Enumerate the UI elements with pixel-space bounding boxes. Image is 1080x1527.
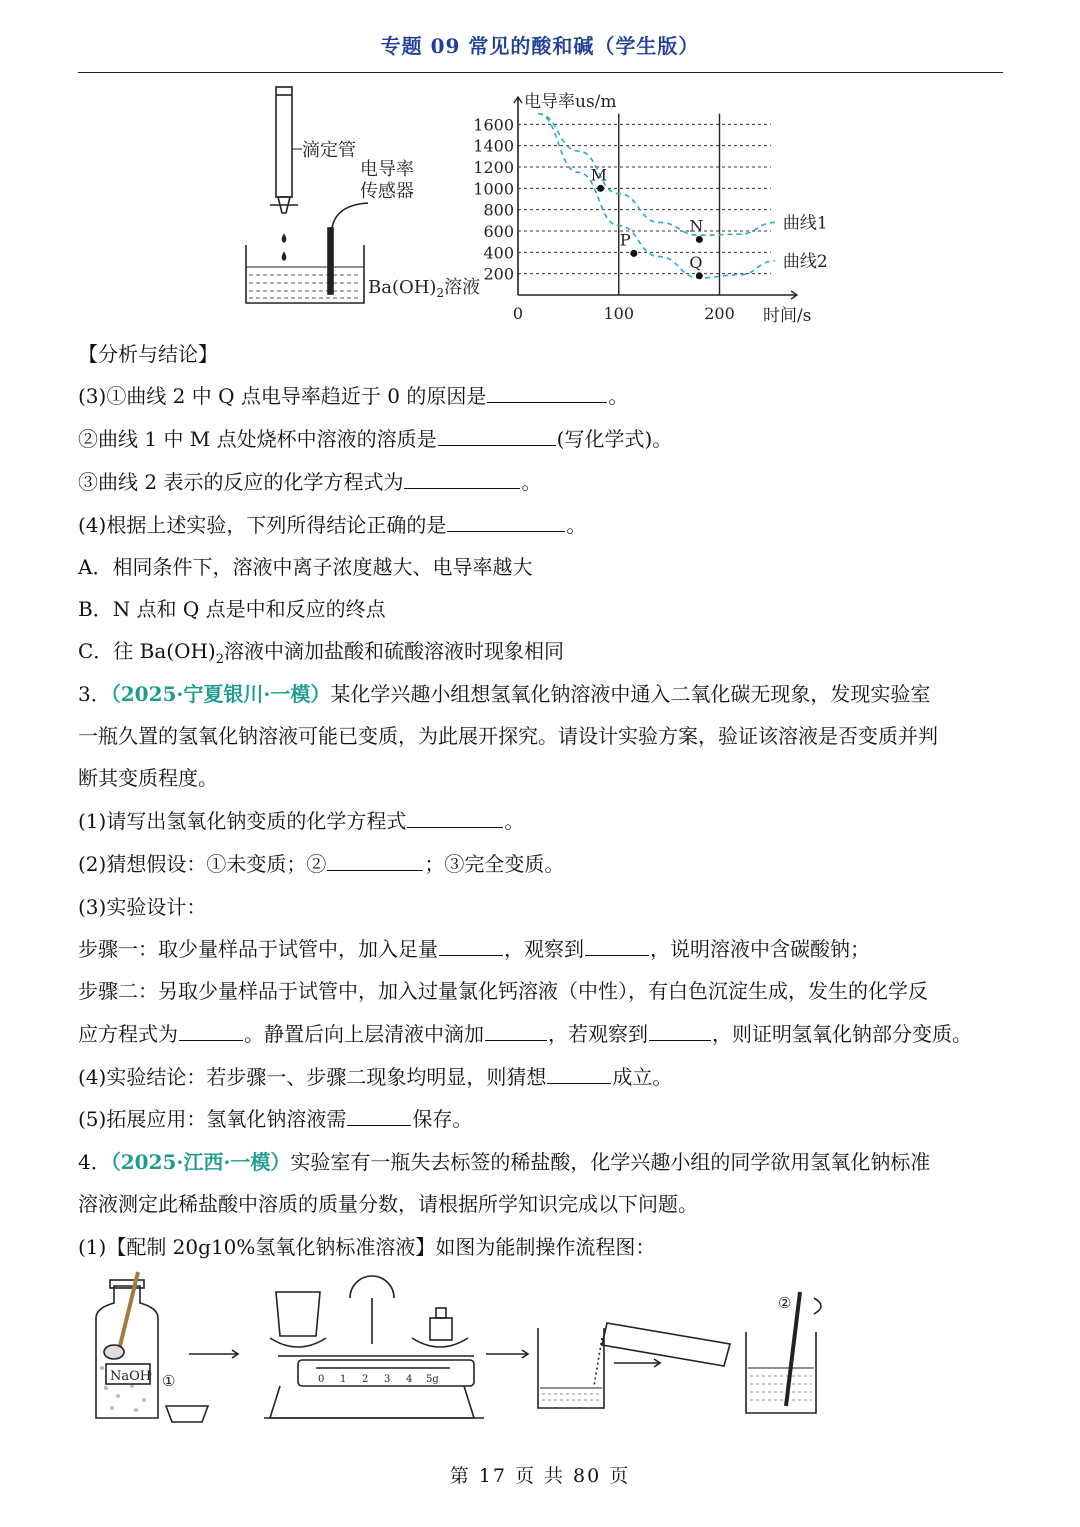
q3-2: ②曲线 1 中 M 点处烧杯中溶液的溶质是 (写化学式)。 — [78, 427, 673, 451]
answer-blank[interactable] — [404, 468, 520, 489]
experiment-figure — [240, 85, 840, 325]
point-M — [597, 185, 604, 192]
answer-blank[interactable] — [438, 425, 556, 446]
y-tick-label: 1200 — [473, 158, 514, 177]
answer-blank[interactable] — [649, 1020, 711, 1041]
answer-blank[interactable] — [487, 382, 607, 403]
option-c: C．往 $Ba(OH)_2$溶液中滴加盐酸和硫酸溶液时现象相同 — [78, 639, 565, 667]
q4-stem: (4)根据上述实验，下列所得结论正确的是 。 — [78, 513, 587, 537]
q3-1: (3)①曲线 2 中 Q 点电导率趋近于 0 的原因是 。 — [78, 384, 629, 408]
answer-blank[interactable] — [447, 511, 565, 532]
balance — [264, 1276, 484, 1418]
q3-part3: (3)实验设计： — [78, 895, 207, 919]
q3-part5: (5)拓展应用：氢氧化钠溶液需 保存。 — [78, 1107, 473, 1131]
point-label-Q: Q — [689, 252, 703, 272]
burette-label: 滴定管 — [302, 140, 356, 161]
solution-label: $Ba(OH)_2$溶液 — [368, 277, 481, 300]
section-analysis: 【分析与结论】 — [78, 342, 218, 366]
scale-tick: 5g — [426, 1374, 439, 1385]
scale-tick: 3 — [384, 1374, 391, 1385]
conductivity-chart — [473, 92, 827, 325]
y-tick-label: 1400 — [473, 136, 514, 156]
q3-step2: 步骤二：另取少量样品于试管中，加入过量氯化钙溶液（中性），有白色沉淀生成，发生的化学反 — [78, 979, 928, 1003]
burette-apparatus — [246, 87, 368, 303]
point-N — [696, 236, 703, 243]
step-1-label: ① — [162, 1372, 176, 1390]
q4-part1: (1)【配制 20g10%氢氧化钠标准溶液】如图为能制操作流程图： — [78, 1235, 656, 1259]
q3-part1: (1)请写出氢氧化钠变质的化学方程式 。 — [78, 809, 525, 833]
beaker-pour — [538, 1323, 730, 1408]
option-a: A．相同条件下，溶液中离子浓度越大、电导率越大 — [78, 555, 533, 579]
point-Q — [696, 272, 703, 279]
answer-blank[interactable] — [485, 1020, 547, 1041]
q3-3: ③曲线 2 表示的反应的化学方程式为 。 — [78, 470, 542, 494]
q3-step2-cont: 应方程式为 。静置后向上层清液中滴加 ，若观察到 ，则证明氢氧化钠部分变质。 — [78, 1022, 972, 1046]
answer-blank[interactable] — [347, 1105, 411, 1126]
series-label-2: 曲线2 — [782, 251, 828, 272]
y-tick-label: 1000 — [473, 179, 514, 199]
page-header: 专题 09 常见的酸和碱（学生版） — [380, 34, 700, 58]
answer-blank[interactable] — [547, 1063, 611, 1084]
scale-tick: 1 — [340, 1374, 347, 1385]
answer-blank[interactable] — [439, 935, 503, 956]
scale-tick: 0 — [318, 1374, 325, 1385]
y-tick-label: 200 — [483, 264, 514, 284]
q3-part2: (2)猜想假设：①未变质；② ；③完全变质。 — [78, 852, 565, 876]
series-label-1: 曲线1 — [782, 213, 828, 234]
question-3-stem: 3．（2025·宁夏银川·一模）某化学兴趣小组想氢氧化钠溶液中通入二氧化碳无现象，发现实验室 — [78, 682, 931, 706]
sensor-label-2: 传感器 — [360, 181, 414, 202]
y-tick-label: 1600 — [473, 115, 514, 135]
option-b: B．N 点和 Q 点是中和反应的终点 — [78, 597, 386, 621]
series-line-1 — [538, 114, 775, 236]
x-tick-label: 200 — [704, 304, 735, 323]
y-tick-label: 400 — [483, 243, 514, 263]
scale-tick: 4 — [406, 1374, 413, 1385]
y-tick-label: 600 — [483, 222, 514, 241]
x-axis-label: 时间/s — [763, 306, 812, 325]
q3-step1: 步骤一：取少量样品于试管中，加入足量 ，观察到 ，说明溶液中含碳酸钠； — [78, 937, 870, 961]
header-rule — [78, 72, 1003, 73]
scale-tick: 2 — [362, 1374, 369, 1385]
question-3-stem-2: 一瓶久置的氢氧化钠溶液可能已变质，为此展开探究。请设计实验方案，验证该溶液是否变质并判 — [78, 724, 938, 748]
preparation-flow-figure — [74, 1268, 854, 1433]
y-axis-label: 电导率us/m — [524, 92, 617, 112]
answer-blank[interactable] — [585, 935, 649, 956]
x-tick-label: 0 — [512, 304, 524, 323]
question-4-stem: 4．（2025·江西·一模）实验室有一瓶失去标签的稀盐酸，化学兴趣小组的同学欲用氢氧化钠标准 — [78, 1150, 931, 1174]
question-4-stem-2: 溶液测定此稀盐酸中溶质的质量分数，请根据所学知识完成以下问题。 — [78, 1192, 698, 1216]
answer-blank[interactable] — [407, 807, 503, 828]
page-footer: 第 17 页 共 80 页 — [449, 1465, 631, 1487]
y-tick-label: 800 — [483, 200, 514, 220]
answer-blank[interactable] — [327, 850, 423, 871]
x-tick-label: 100 — [603, 304, 635, 323]
series-line-2 — [538, 114, 775, 278]
point-P — [630, 250, 637, 257]
step-2-label: ② — [778, 1294, 792, 1312]
q3-part4: (4)实验结论：若步骤一、步骤二现象均明显，则猜想 成立。 — [78, 1065, 673, 1089]
point-label-N: N — [689, 216, 704, 236]
naoh-bottle — [96, 1272, 158, 1418]
point-label-P: P — [619, 230, 631, 250]
answer-blank[interactable] — [179, 1020, 243, 1041]
naoh-label: NaOH — [110, 1369, 152, 1384]
point-label-M: M — [590, 165, 608, 185]
question-3-stem-3: 断其变质程度。 — [78, 766, 218, 790]
sensor-label-1: 电导率 — [360, 159, 414, 180]
